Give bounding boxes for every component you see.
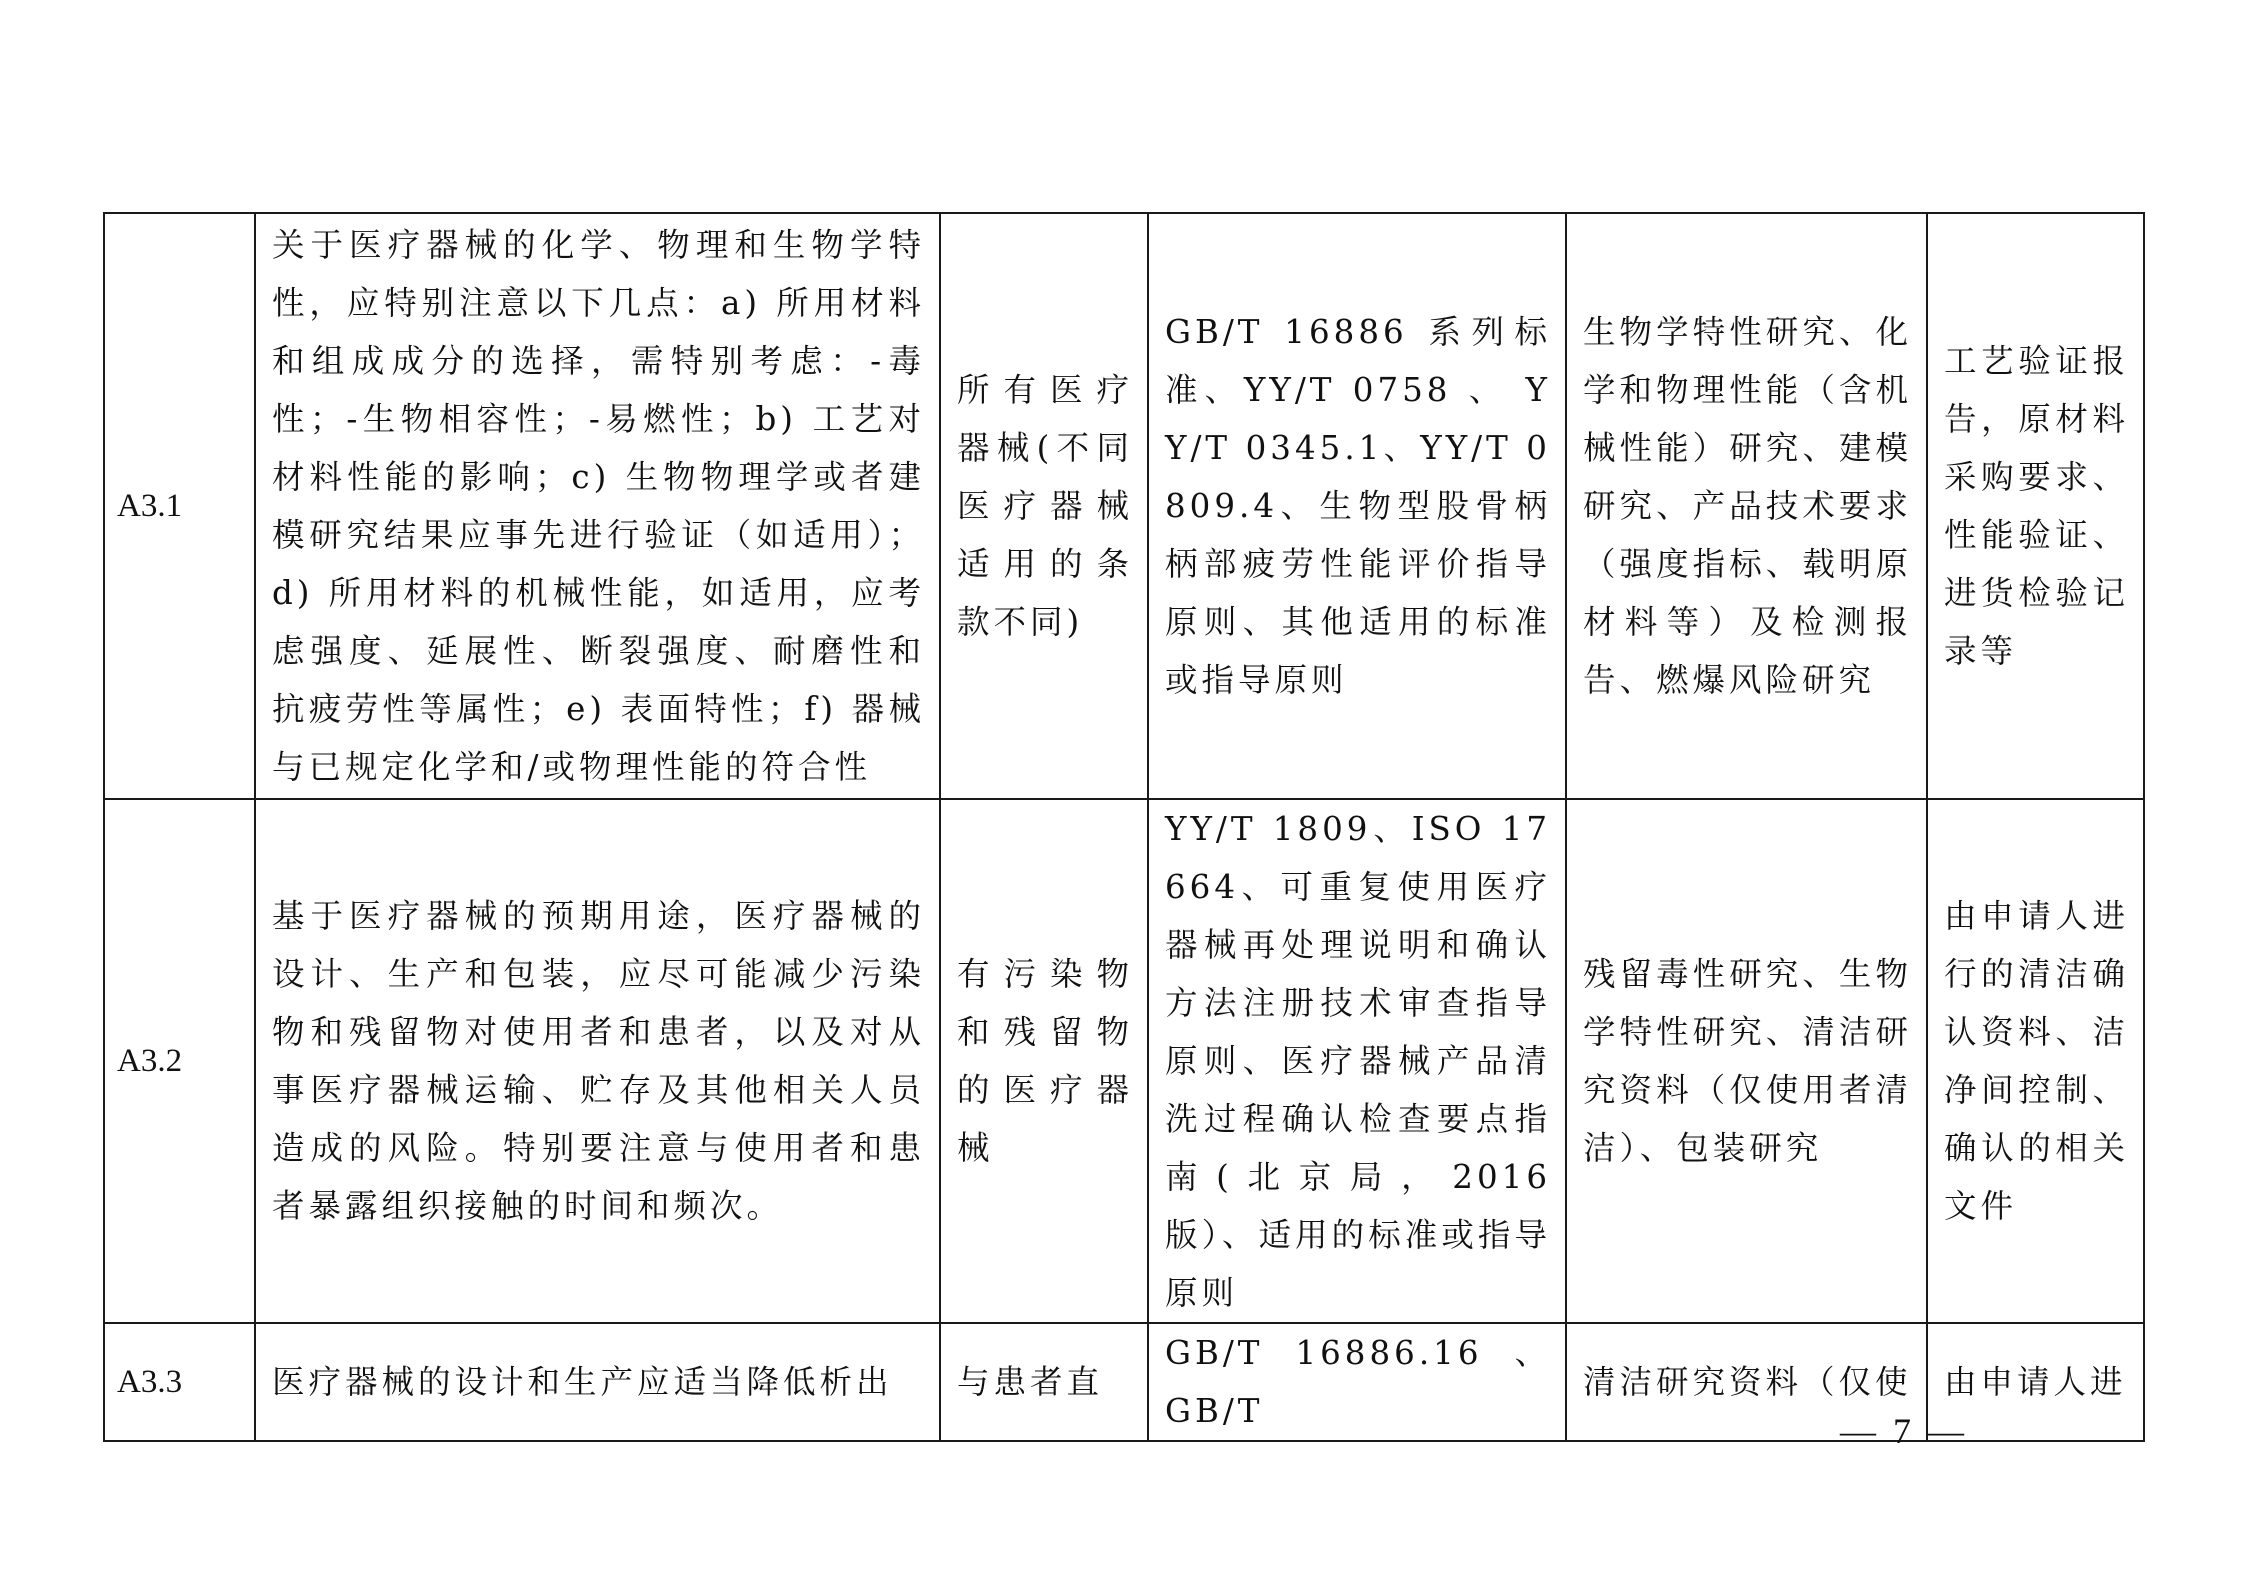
standards-text: GB/T 16886.16 、 GB/T xyxy=(1148,1323,1566,1441)
records-text: 由申请人进行的清洁确认资料、洁净间控制、确认的相关文件 xyxy=(1927,799,2144,1323)
requirement-text: 关于医疗器械的化学、物理和生物学特性，应特别注意以下几点：a) 所用材料和组成成分的选择，需特别考虑：-毒性；-生物相容性；-易燃性；b) 工艺对材料性能的影响；c) 生物物理学或者建模研究结果应事先进行验证（如适用）；d) 所用材料的机械性能，如适用，应考虑强度、延展性、断裂强度、耐磨性和抗疲劳性等属性；e) 表面特性；f) 器械与已规定化学和/或物理性能的符合性 xyxy=(255,213,940,799)
clause-id: A3.1 xyxy=(104,213,255,799)
applicability-text: 与患者直 xyxy=(940,1323,1148,1441)
table-row xyxy=(104,799,2144,1323)
applicability-text: 有污染物和残留物的医疗器械 xyxy=(940,799,1148,1323)
evidence-text: 生物学特性研究、化学和物理性能（含机械性能）研究、建模研究、产品技术要求（强度指标、载明原材料等）及检测报告、燃爆风险研究 xyxy=(1566,213,1927,799)
requirement-text: 基于医疗器械的预期用途，医疗器械的设计、生产和包装，应尽可能减少污染物和残留物对使用者和患者，以及对从事医疗器械运输、贮存及其他相关人员造成的风险。特别要注意与使用者和患者暴露组织接触的时间和频次。 xyxy=(255,799,940,1323)
requirement-text: 医疗器械的设计和生产应适当降低析出 xyxy=(255,1323,940,1441)
table-row xyxy=(104,1323,2144,1441)
records-text: 由申请人进 xyxy=(1927,1323,2144,1441)
applicability-text: 所有医疗器械(不同医疗器械适用的条款不同) xyxy=(940,213,1148,799)
standards-text: YY/T 1809、ISO 17664、可重复使用医疗器械再处理说明和确认方法注册技术审查指导原则、医疗器械产品清洗过程确认检查要点指南(北京局，2016 版）、适用的标准或指导原则 xyxy=(1148,799,1566,1323)
standards-text: GB/T 16886 系列标准、YY/T 0758 、 YY/T 0345.1、YY/T 0809.4、生物型股骨柄柄部疲劳性能评价指导原则、其他适用的标准或指导原则 xyxy=(1148,213,1566,799)
table-row xyxy=(104,213,2144,799)
evidence-text: 清洁研究资料（仅使 xyxy=(1566,1323,1927,1441)
requirements-table xyxy=(103,212,2145,1442)
evidence-text: 残留毒性研究、生物学特性研究、清洁研究资料（仅使用者清洁）、包装研究 xyxy=(1566,799,1927,1323)
page-number: — 7 — xyxy=(1840,1411,1968,1451)
records-text: 工艺验证报告，原材料采购要求、性能验证、进货检验记录等 xyxy=(1927,213,2144,799)
clause-id: A3.2 xyxy=(104,799,255,1323)
clause-id: A3.3 xyxy=(104,1323,255,1441)
